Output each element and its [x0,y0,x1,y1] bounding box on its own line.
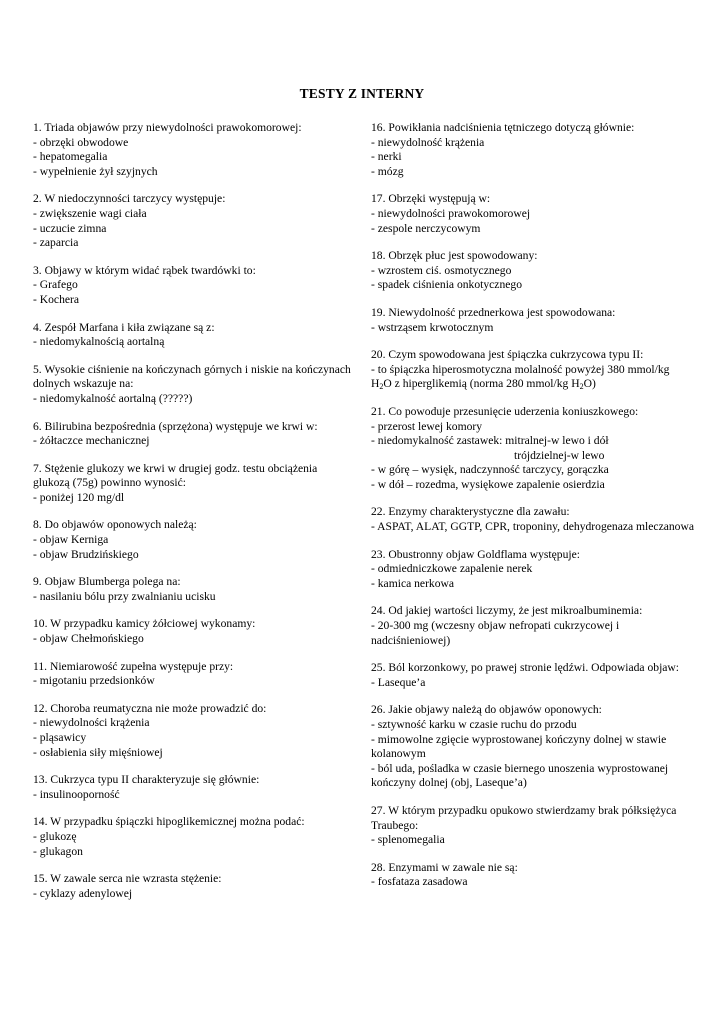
answer: - przerost lewej komory [371,419,483,433]
answer: - wstrząsem krwotocznym [371,320,494,334]
question-22 [371,505,696,534]
answer: - Laseque’a [371,675,426,689]
answer: - objaw Kerniga [33,533,109,547]
question-2 [33,192,351,250]
question-text: 21. Co powoduje przesunięcie uderzenia koniuszkowego: [371,404,639,418]
question-text: 23. Obustronny objaw Goldflama występuje: [371,547,580,561]
question-text: 5. Wysokie ciśnienie na kończynach górnych i niskie na kończynach dolnych wskazuje na: [33,362,351,391]
answer: - niewydolność krążenia [371,135,485,149]
answer: - objaw Chełmońskiego [33,632,144,646]
answer: - Grafego [33,278,78,292]
answer: - to śpiączka hiperosmotyczna molalność powyżej 380 mmol/kg [371,362,670,376]
question-text: 19. Niewydolność przednerkowa jest spowodowana: [371,305,616,319]
question-20 [371,348,696,392]
answer: - nerki [371,150,402,164]
question-10 [33,617,351,646]
question-text: 27. W którym przypadku opukowo stwierdzamy brak półksiężyca Traubego: [371,803,677,832]
left-column [33,121,351,914]
answer-continuation: trójdzielnej-w lewo [514,448,605,462]
answer: - żółtaczce mechanicznej [33,434,150,448]
answer: - ASPAT, ALAT, GGTP, CPR, troponiny, dehydrogenaza mleczanowa [371,520,694,534]
right-column [371,121,696,903]
answer: - w dół – rozedma, wysiękowe zapalenie osierdzia [371,477,605,491]
question-21 [371,405,696,493]
answer: - sztywność karku w czasie ruchu do przodu [371,718,577,731]
question-text: 16. Powikłania nadciśnienia tętniczego dotyczą głównie: [371,121,635,134]
question-text: 10. W przypadku kamicy żółciowej wykonamy: [33,617,256,631]
answer: - niewydolności prawokomorowej [371,206,531,220]
question-text: 11. Niemiarowość zupełna występuje przy: [33,659,234,673]
answer: - wzrostem ciś. osmotycznego [371,263,512,277]
answer: - niedomykalność aortalną (?????) [33,391,193,405]
answer: - glukagon [33,844,83,858]
answer: - glukozę [33,829,77,843]
question-text: 1. Triada objawów przy niewydolności prawokomorowej: [33,121,302,134]
answer: - wypełnienie żył szyjnych [33,164,158,178]
question-text: 24. Od jakiej wartości liczymy, że jest mikroalbuminemia: [371,604,643,618]
answer-part: H [371,377,380,391]
question-11 [33,660,351,689]
question-14 [33,815,351,859]
answer: - fosfataza zasadowa [371,875,468,889]
question-7 [33,462,351,506]
question-17 [371,192,696,236]
question-27 [371,804,696,848]
question-8 [33,518,351,562]
question-1 [33,121,351,179]
subscript: 2 [579,382,584,392]
question-28 [371,861,696,890]
question-text: 17. Obrzęki występują w: [371,192,491,206]
question-16 [371,121,696,179]
question-6 [33,420,351,449]
question-19 [371,306,696,335]
question-text: 20. Czym spowodowana jest śpiączka cukrzycowa typu II: [371,348,644,362]
answer: - poniżej 120 mg/dl [33,490,125,504]
question-text: 9. Objaw Blumberga polega na: [33,575,181,589]
answer: - zaparcia [33,236,79,250]
answer: - cyklazy adenylowej [33,886,133,900]
answer: - niedomykalność zastawek: mitralnej-w lewo i dół [371,434,609,448]
answer-part: O) [583,377,596,391]
question-18 [371,249,696,293]
answer: - uczucie zimna [33,221,107,235]
question-23 [371,548,696,592]
question-text: 13. Cukrzyca typu II charakteryzuje się głównie: [33,773,260,787]
answer: - mimowolne zgięcie wyprostowanej kończyny dolnej w stawie kolanowym [371,732,667,761]
answer: - spadek ciśnienia onkotycznego [371,278,522,292]
answer: - migotaniu przedsionków [33,674,155,688]
answer: - pląsawicy [33,731,87,744]
question-text: 8. Do objawów oponowych należą: [33,518,197,532]
question-text: 25. Ból korzonkowy, po prawej stronie lędźwi. Odpowiada objaw: [371,661,680,675]
question-text: 15. W zawale serca nie wzrasta stężenie: [33,872,222,886]
answer: - objaw Brudzińskiego [33,547,139,561]
answer: - mózg [371,164,404,178]
answer-formula [371,377,696,392]
question-12 [33,702,351,760]
question-text: 12. Choroba reumatyczna nie może prowadzić do: [33,701,267,715]
question-13 [33,773,351,802]
question-text: 2. W niedoczynności tarczycy występuje: [33,192,226,206]
question-text: 3. Objawy w którym widać rąbek twardówki to: [33,263,256,277]
answer: - kamica nerkowa [371,576,455,590]
question-9 [33,575,351,604]
question-text: 22. Enzymy charakterystyczne dla zawału: [371,505,570,519]
question-4 [33,321,351,350]
answer: - hepatomegalia [33,150,108,164]
answer: - 20-300 mg (wczesny objaw nefropati cukrzycowej i nadciśnieniowej) [371,619,620,647]
answer: - w górę – wysięk, nadczynność tarczycy, gorączka [371,463,609,477]
question-text: 26. Jakie objawy należą do objawów oponowych: [371,703,602,717]
page-title: TESTY Z INTERNY [299,86,425,101]
answer: - nasilaniu bólu przy zwalnianiu ucisku [33,589,216,603]
question-25 [371,661,696,690]
answer: - obrzęki obwodowe [33,135,129,149]
question-text: 18. Obrzęk płuc jest spowodowany: [371,249,538,263]
answer: - insulinooporność [33,787,120,801]
answer-part: O z hiperglikemią (norma 280 mmol/kg H [383,377,580,391]
question-5 [33,363,351,407]
question-24 [371,604,696,648]
question-3 [33,264,351,308]
answer: - odmiedniczkowe zapalenie nerek [371,562,533,576]
question-15 [33,872,351,901]
answer: - Kochera [33,292,80,306]
question-text: 4. Zespół Marfana i kiła związane są z: [33,320,215,334]
question-text: 6. Bilirubina bezpośrednia (sprzężona) występuje we krwi w: [33,419,318,433]
question-26 [371,703,696,791]
answer: - zwiększenie wagi ciała [33,206,147,220]
answer: - zespole nerczycowym [371,221,481,235]
answer: - splenomegalia [371,833,445,847]
question-text: 7. Stężenie glukozy we krwi w drugiej godz. testu obciążenia glukozą (75g) powinno wynosić: [33,461,318,490]
question-text: 14. W przypadku śpiączki hipoglikemicznej można podać: [33,815,305,829]
answer: - osłabienia siły mięśniowej [33,745,163,759]
answer: - ból uda, pośladka w czasie biernego unoszenia wyprostowanej kończyny dolnej (obj, Laseque’a) [371,761,669,790]
question-text: 28. Enzymami w zawale nie są: [371,860,518,874]
answer: - niedomykalnością aortalną [33,335,165,349]
answer: - niewydolności krążenia [33,716,150,730]
subscript: 2 [379,382,384,392]
